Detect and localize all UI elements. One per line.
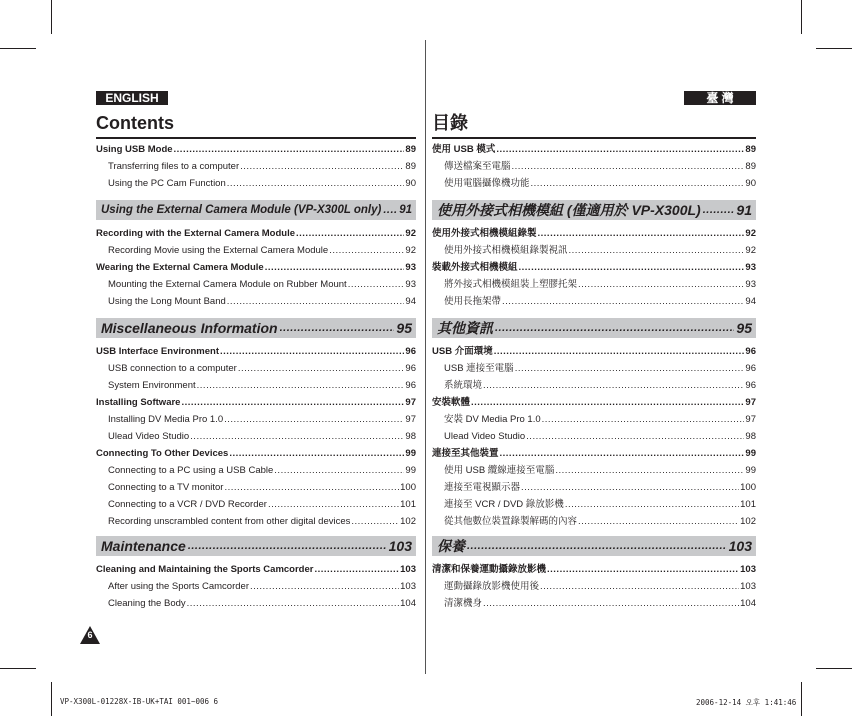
toc-entry[interactable]: 使用外接式相機模組錄製 ..... 92 xyxy=(432,226,756,241)
toc-entry[interactable]: Using the Long Mount Band ..... 94 xyxy=(96,294,416,309)
crop-mark xyxy=(816,48,852,49)
crop-mark xyxy=(51,0,52,34)
toc-chinese xyxy=(432,0,756,716)
toc-entry[interactable]: Cleaning and Maintaining the Sports Camcorder ..... 103 xyxy=(96,562,416,577)
toc-entry[interactable]: 裝載外接式相機模組 ..... 93 xyxy=(432,260,756,275)
toc-entry[interactable]: 安裝 DV Media Pro 1.0 ..... 97 xyxy=(432,412,756,427)
toc-entry[interactable]: 傳送檔案至電腦 ..... 89 xyxy=(432,159,756,174)
toc-entry[interactable]: Ulead Video Studio ..... 98 xyxy=(432,429,756,444)
toc-entry[interactable]: 使用 USB 模式 ..... 89 xyxy=(432,142,756,157)
toc-entry[interactable]: Recording with the External Camera Module ..... 92 xyxy=(96,226,416,241)
toc-entry[interactable]: Using the PC Cam Function ..... 90 xyxy=(96,176,416,191)
toc-entry[interactable]: Wearing the External Camera Module ..... 93 xyxy=(96,260,416,275)
page-title-chinese: 目錄 xyxy=(432,113,468,133)
toc-entry[interactable]: USB connection to a computer ..... 96 xyxy=(96,361,416,376)
section-header[interactable]: 其他資訊 ..... 95 xyxy=(432,318,756,338)
toc-entry[interactable]: 使用 USB 纜線連接至電腦 ..... 99 xyxy=(432,463,756,478)
section-header[interactable]: Using the External Camera Module (VP-X300L only) ..... 91 xyxy=(96,200,416,220)
toc-entry[interactable]: 使用長拖架帶 ..... 94 xyxy=(432,294,756,309)
toc-entry[interactable]: 系統環境 ..... 96 xyxy=(432,378,756,393)
toc-entry[interactable]: 從其他數位裝置錄製解碼的內容 ..... 102 xyxy=(432,514,756,529)
toc-entry[interactable]: After using the Sports Camcorder ..... 103 xyxy=(96,579,416,594)
crop-mark xyxy=(801,0,802,34)
toc-entry[interactable]: Recording Movie using the External Camera Module ..... 92 xyxy=(96,243,416,258)
page-title: Contents xyxy=(96,113,174,133)
toc-entry[interactable]: 清潔機身 ..... 104 xyxy=(432,596,756,611)
toc-entry[interactable]: Installing DV Media Pro 1.0 ..... 97 xyxy=(96,412,416,427)
toc-entry[interactable]: Connecting to a VCR / DVD Recorder ..... 101 xyxy=(96,497,416,512)
toc-entry[interactable]: Connecting to a TV monitor ..... 100 xyxy=(96,480,416,495)
crop-mark xyxy=(816,668,852,669)
language-badge-english: ENGLISH xyxy=(96,91,168,105)
toc-entry[interactable]: Transferring files to a computer ..... 89 xyxy=(96,159,416,174)
crop-mark xyxy=(51,682,52,716)
toc-entry[interactable]: USB 介面環境 ..... 96 xyxy=(432,344,756,359)
section-header[interactable]: Maintenance ..... 103 xyxy=(96,536,416,556)
toc-entry[interactable]: USB Interface Environment ..... 96 xyxy=(96,344,416,359)
crop-mark xyxy=(0,668,36,669)
toc-english xyxy=(96,0,416,716)
toc-entry[interactable]: Installing Software ..... 97 xyxy=(96,395,416,410)
toc-entry[interactable]: System Environment ..... 96 xyxy=(96,378,416,393)
page-number: 6 xyxy=(87,630,93,640)
print-slug-right: 2006-12-14 오후 1:41:46 xyxy=(696,698,797,707)
toc-entry[interactable]: 清潔和保養運動攝錄放影機 ..... 103 xyxy=(432,562,756,577)
toc-entry[interactable]: Mounting the External Camera Module on Rubber Mount ..... 93 xyxy=(96,277,416,292)
crop-mark xyxy=(801,682,802,716)
toc-entry[interactable]: Connecting To Other Devices ..... 99 xyxy=(96,446,416,461)
toc-entry[interactable]: 連接至 VCR / DVD 錄放影機 ..... 101 xyxy=(432,497,756,512)
section-header[interactable]: 使用外接式相機模組 (僅適用於 VP-X300L) ..... 91 xyxy=(432,200,756,220)
fold-mark xyxy=(425,40,426,674)
toc-entry[interactable]: Connecting to a PC using a USB Cable ..... 99 xyxy=(96,463,416,478)
language-badge-taiwan: 臺 灣 xyxy=(684,91,756,105)
toc-entry[interactable]: Recording unscrambled content from other digital devices ..... 102 xyxy=(96,514,416,529)
toc-entry[interactable]: 連接至電視顯示器 ..... 100 xyxy=(432,480,756,495)
toc-entry[interactable]: 使用外接式相機模組錄製視訊 ..... 92 xyxy=(432,243,756,258)
crop-mark xyxy=(0,48,36,49)
toc-entry[interactable]: 連接至其他裝置 ..... 99 xyxy=(432,446,756,461)
toc-entry[interactable]: 將外接式相機模組裝上塑膠托架 ..... 93 xyxy=(432,277,756,292)
toc-entry[interactable]: 使用電腦攝像機功能 ..... 90 xyxy=(432,176,756,191)
toc-entry[interactable]: 運動攝錄放影機使用後 ..... 103 xyxy=(432,579,756,594)
section-header[interactable]: Miscellaneous Information ..... 95 xyxy=(96,318,416,338)
toc-entry[interactable]: Ulead Video Studio ..... 98 xyxy=(96,429,416,444)
toc-entry[interactable]: USB 連接至電腦 ..... 96 xyxy=(432,361,756,376)
toc-entry[interactable]: Cleaning the Body ..... 104 xyxy=(96,596,416,611)
toc-entry[interactable]: Using USB Mode ..... 89 xyxy=(96,142,416,157)
print-slug-left: VP-X300L-01228X-IB-UK+TAI 001~006 6 xyxy=(60,697,219,706)
toc-entry[interactable]: 安裝軟體 ..... 97 xyxy=(432,395,756,410)
section-header[interactable]: 保養 ..... 103 xyxy=(432,536,756,556)
